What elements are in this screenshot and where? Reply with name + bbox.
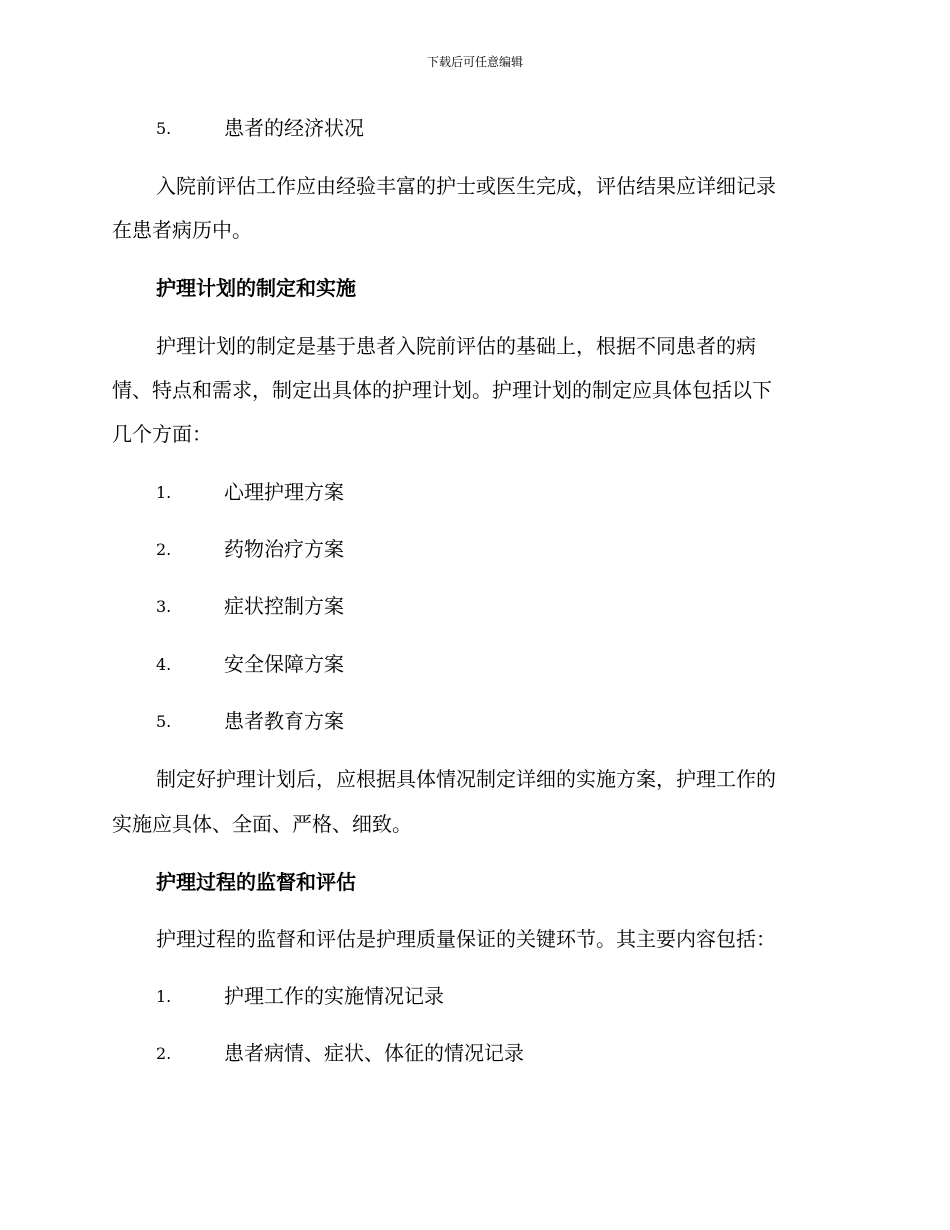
list-number: 3. — [156, 597, 172, 616]
list-number: 1. — [156, 987, 172, 1006]
paragraph-line: 护理过程的监督和评估是护理质量保证的关键环节。其主要内容包括： — [156, 927, 776, 951]
paragraph-line: 实施应具体、全面、严格、细致。 — [112, 812, 412, 836]
paragraph-line: 制定好护理计划后，应根据具体情况制定详细的实施方案，护理工作的 — [156, 767, 776, 791]
list-text: 安全保障方案 — [224, 652, 344, 676]
list-number: 1. — [156, 483, 172, 502]
list-text: 患者教育方案 — [224, 709, 344, 733]
list-text: 护理工作的实施情况记录 — [224, 984, 444, 1008]
paragraph-line: 护理计划的制定是基于患者入院前评估的基础上，根据不同患者的病 — [156, 334, 756, 358]
section-heading: 护理过程的监督和评估 — [156, 870, 356, 894]
list-text: 心理护理方案 — [224, 480, 344, 504]
list-text: 症状控制方案 — [224, 594, 344, 618]
list-number: 5. — [156, 712, 172, 731]
list-text: 患者病情、症状、体征的情况记录 — [224, 1041, 524, 1065]
list-text: 药物治疗方案 — [224, 537, 344, 561]
list-number: 4. — [156, 655, 172, 674]
paragraph-line: 情、特点和需求，制定出具体的护理计划。护理计划的制定应具体包括以下 — [112, 378, 772, 402]
page-header: 下载后可任意编辑 — [426, 55, 523, 69]
list-number: 5. — [156, 119, 172, 138]
section-heading: 护理计划的制定和实施 — [156, 276, 356, 300]
paragraph-line: 几个方面： — [112, 422, 212, 446]
list-text: 患者的经济状况 — [224, 116, 364, 140]
paragraph-line: 在患者病历中。 — [112, 218, 252, 242]
list-number: 2. — [156, 540, 172, 559]
list-number: 2. — [156, 1044, 172, 1063]
paragraph-line: 入院前评估工作应由经验丰富的护士或医生完成，评估结果应详细记录 — [156, 174, 776, 198]
